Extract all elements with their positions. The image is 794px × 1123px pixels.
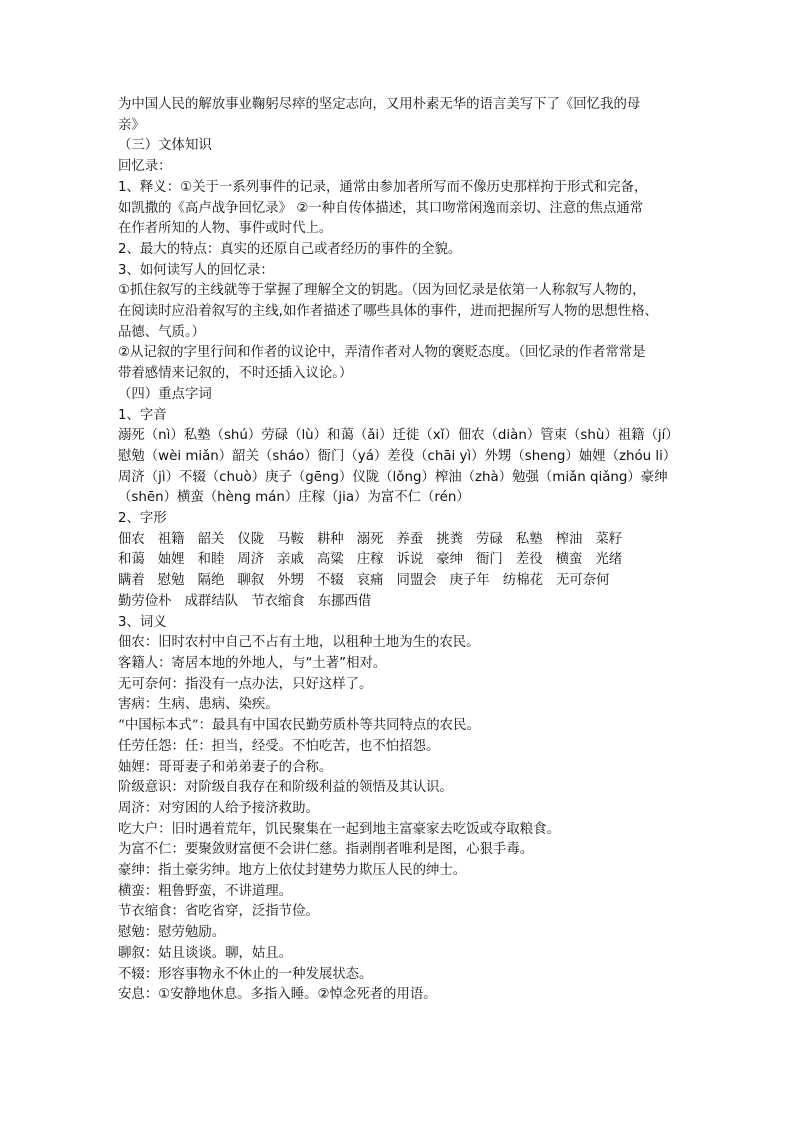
word-item: 榨油 [555,531,583,547]
word-item: 聊叙 [237,573,265,589]
text-line: 3、如何读写人的回忆录： [118,262,274,278]
word-item: 菜籽 [595,531,623,547]
word-item: 妯娌 [157,552,185,568]
text-line: 回忆录： [118,159,172,175]
word-item: 耕种 [316,531,344,547]
word-item: 纺棉花 [502,573,543,589]
word-item: 东挪西借 [317,593,372,609]
vocab-entry: 豪绅：指土豪劣绅。地方上依仗封建势力欺压人民的绅士。 [118,863,467,879]
word-item: 无可奈何 [555,573,610,589]
word-item: 亲戚 [277,552,304,568]
word-row [118,550,694,571]
text-line: 带着感情来记叙的，不时还插入议论。） [118,366,353,382]
vocab-entry: 吃大户：旧时遇着荒年，饥民聚集在一起到地主富豪家去吃饭或夺取粮食。 [118,821,560,837]
word-item: 仪陇 [237,531,265,547]
word-item: 不辍 [316,573,344,589]
text-line: （四）重点字词 [118,386,212,402]
word-item: 节衣缩食 [251,593,305,609]
word-item: 养蚕 [396,531,424,547]
word-item: 慰勉 [157,573,185,589]
word-row [118,571,694,592]
word-item: 佃农 [118,531,145,547]
text-line: ①抓住叙写的主线就等于掌握了理解全文的钥匙。（因为回忆录是依第一人称叙写人物的， [118,283,646,299]
word-item: 勤劳俭朴 [118,593,172,609]
word-item: 哀痛 [356,573,384,589]
word-item: 同盟会 [396,573,437,589]
text-line: 亲》 [118,117,145,133]
vocab-entry: 佃农：旧时农村中自己不占有土地，以租种土地为生的农民。 [118,635,480,651]
vocab-entry: 聊叙：姑且谈谈。聊，姑且。 [118,945,293,961]
word-item: 衙门 [476,552,503,568]
text-line: 周济（jì）不辍（chuò）庚子（gēng）仪陇（lǒng）榨油（zhà）勉强（miǎn qiǎng）豪绅 [118,469,668,485]
text-line: 1、释义：①关于一系列事件的记录，通常由参加者所写而不像历史那样拘于形式和完备， [118,179,648,195]
word-item: 祖籍 [157,531,185,547]
vocab-entry: 妯娌：哥哥妻子和弟弟妻子的合称。 [118,759,333,775]
vocab-heading: 3、词义 [118,614,167,630]
word-item: 和蔼 [118,552,145,568]
vocab-entry: 不辍：形容事物永不休止的一种发展状态。 [118,966,373,982]
word-item: 私塾 [515,531,543,547]
word-item: 诉说 [396,552,424,568]
word-item: 外甥 [277,573,304,589]
word-row [118,530,694,551]
text-line: 在阅读时应沿着叙写的主线,如作者描述了哪些具体的事件，进而把握所写人物的思想性格、 [118,304,658,320]
word-list [118,530,694,613]
word-item: 挑粪 [436,531,464,547]
word-item: 和睦 [197,552,225,568]
word-item: 高粱 [316,552,344,568]
word-item: 光绪 [595,552,623,568]
vocab-entry: 为富不仁：要聚敛财富便不会讲仁慈。指剥削者唯利是图，心狠手毒。 [118,842,534,858]
word-item: 豪绅 [436,552,464,568]
text-line: 在作者所知的人物、事件或时代上。 [118,221,333,237]
text-line: 2、最大的特点：真实的还原自己或者经历的事件的全貌。 [118,241,462,257]
text-line: （三）文体知识 [118,138,212,154]
vocab-entry: “中国标本式”：最具有中国农民勤劳质朴等共同特点的农民。 [118,718,480,734]
vocab-entry: 任劳任怨：任：担当，经受。不怕吃苦，也不怕招怨。 [118,738,440,754]
word-item: 周济 [237,552,265,568]
word-item: 庄稼 [356,552,384,568]
vocab-entry: 害病：生病、患病、染疾。 [118,697,279,713]
vocab-entry: 无可奈何：指没有一点办法，只好这样了。 [118,676,373,692]
word-item: 溺死 [356,531,384,547]
word-item: 劳碌 [476,531,503,547]
word-item: 隔绝 [197,573,225,589]
vocab-list [118,633,694,1006]
text-line: 如凯撒的《高卢战争回忆录》 ②一种自传体描述，其口吻常闲逸而亲切、注意的焦点通常 [118,200,644,216]
vocab-entry: 阶级意识：对阶级自我存在和阶级利益的领悟及其认识。 [118,780,453,796]
word-item: 横蛮 [555,552,583,568]
vocab-entry: 节衣缩食：省吃省穿，泛指节俭。 [118,904,319,920]
text-line: ②从记叙的字里行间和作者的议论中，弄清作者对人物的褒贬态度。（回忆录的作者常常是 [118,345,646,361]
word-item: 庚子年 [449,573,490,589]
vocab-entry: 横蛮：粗鲁野蛮，不讲道理。 [118,883,293,899]
text-line: 为中国人民的解放事业鞠躬尽瘁的坚定志向，又用朴素无华的语言美写下了《回忆我的母 [118,97,641,112]
word-item: 韶关 [197,531,225,547]
vocab-entry: 安息：①安静地休息。多指入睡。②悼念死者的用语。 [118,987,437,1003]
text-line: 慰勉（wèi miǎn）韶关（sháo）衙门（yá）差役（chāi yì）外甥（sheng）妯娌（zhóu li） [118,448,677,464]
word-row [118,592,694,613]
text-line: 2、字形 [118,511,167,527]
vocab-entry: 客籍人：寄居本地的外地人，与“土著”相对。 [118,655,387,671]
vocab-entry: 慰勉：慰劳勉励。 [118,925,226,941]
word-item: 成群结队 [184,593,239,609]
text-line: 1、字音 [118,407,167,423]
text-body [118,95,694,530]
word-item: 马鞍 [277,531,304,547]
vocab-entry: 周济：对穷困的人给予接济救助。 [118,800,319,816]
text-line: （shēn）横蛮（hèng mán）庄稼（jia）为富不仁（rén） [118,490,470,506]
word-item: 瞒着 [118,573,145,589]
text-line: 溺死（nì）私塾（shú）劳碌（lù）和蔼（ǎi）迁徙（xǐ）佃农（diàn）管束（shù）祖籍（jí） [118,428,679,444]
text-line: 品德、气质。） [118,324,206,340]
word-item: 差役 [515,552,543,568]
